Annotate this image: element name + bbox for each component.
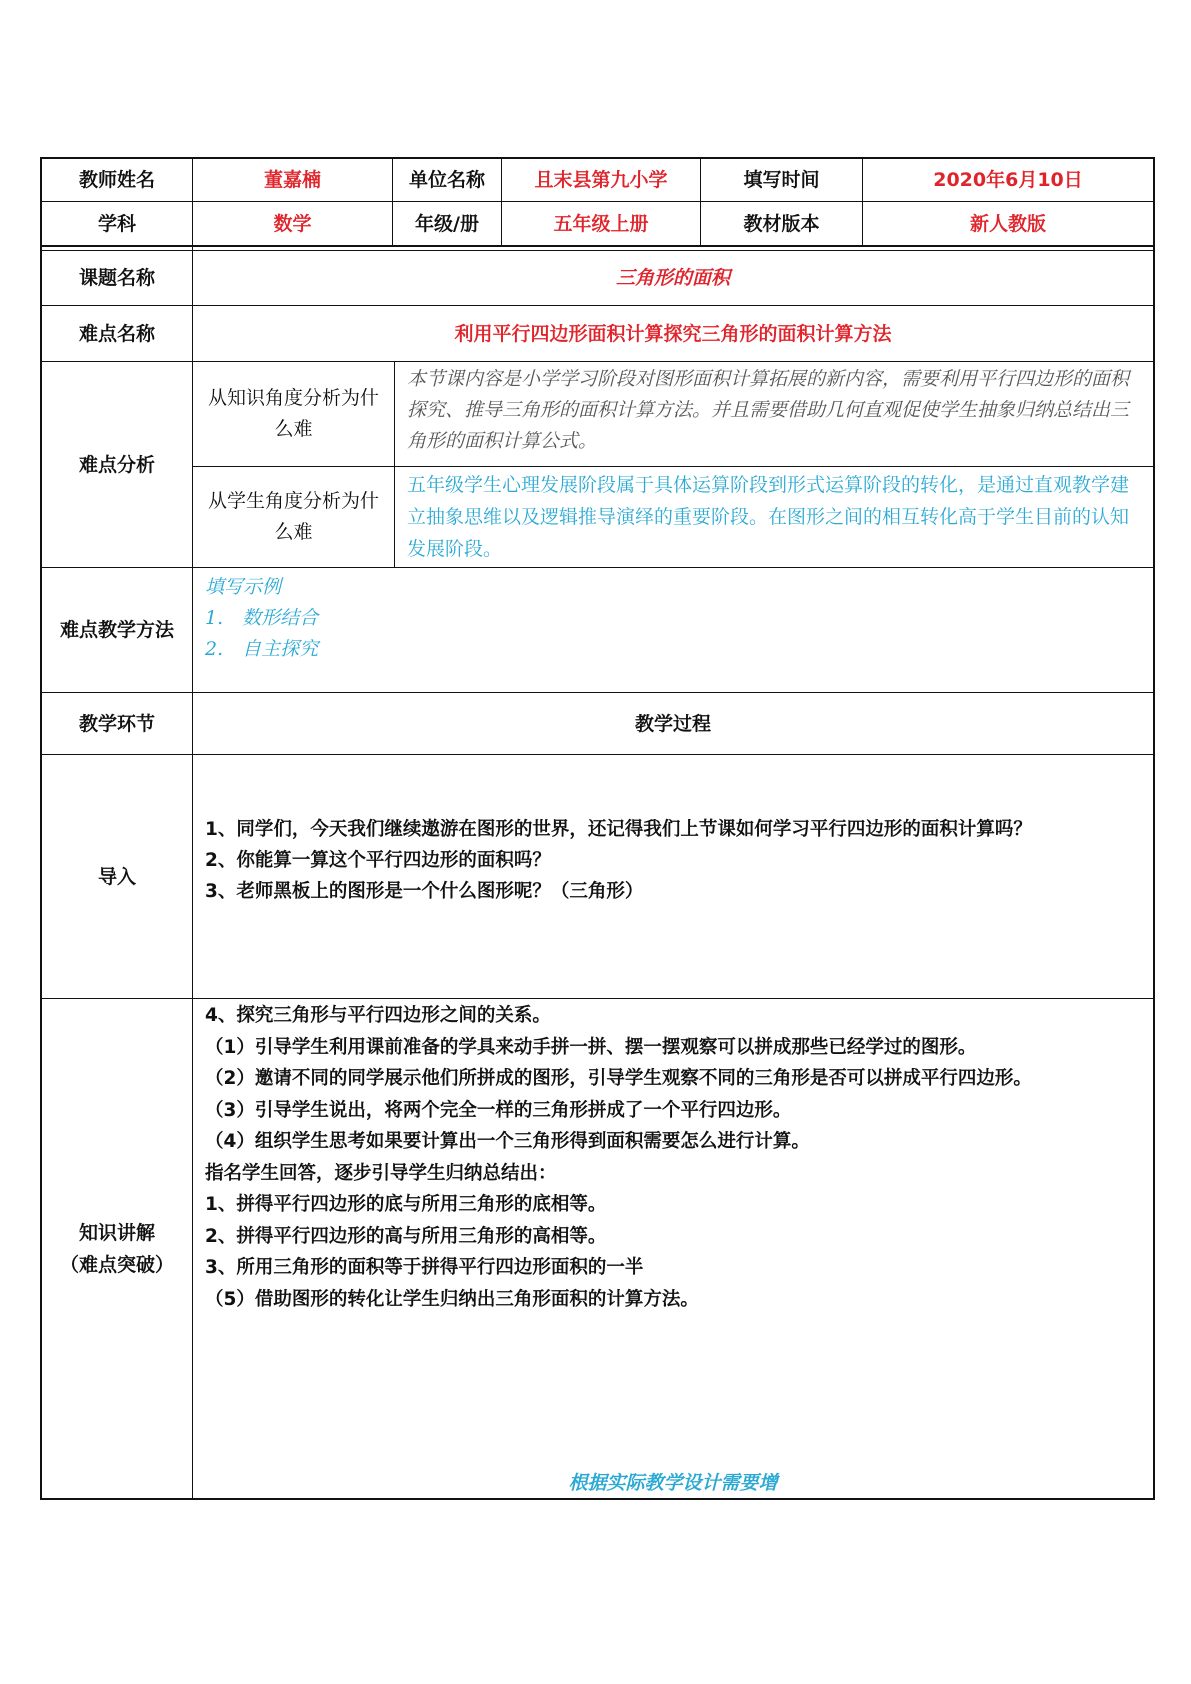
- subject-value: 数学: [273, 212, 312, 235]
- edition-label: 教材版本: [743, 212, 820, 235]
- row-divider: [40, 754, 1155, 755]
- intro-line: 3、老师黑板上的图形是一个什么图形呢？（三角形）: [205, 881, 644, 902]
- edition-value: 新人教版: [969, 212, 1046, 235]
- explain-label-line: 知识讲解: [78, 1221, 155, 1244]
- difficulty-label: 难点名称: [78, 322, 155, 345]
- knowledge-angle-label: 从知识角度分析为什么难: [207, 387, 379, 440]
- explain-line: （2）邀请不同的同学展示他们所拼成的图形，引导学生观察不同的三角形是否可以拼成平行四边形。: [205, 1068, 1032, 1089]
- explain-line: 2、拼得平行四边形的高与所用三角形的高相等。: [205, 1225, 607, 1247]
- difficulty-value: 利用平行四边形面积计算探究三角形的面积计算方法: [454, 322, 892, 345]
- student-angle-label: 从学生角度分析为什么难: [207, 490, 379, 543]
- subject-label: 学科: [97, 212, 136, 235]
- explain-line: （5）借助图形的转化让学生归纳出三角形面积的计算方法。: [205, 1288, 699, 1310]
- method-item: 2. 自主探究: [205, 638, 319, 660]
- unit-name: 且末县第九小学: [534, 169, 668, 191]
- intro-line: 1、同学们，今天我们继续遨游在图形的世界，还记得我们上节课如何学习平行四边形的面积计算吗？: [205, 819, 1032, 840]
- knowledge-angle-text: 本节课内容是小学学习阶段对图形面积计算拓展的新内容，需要利用平行四边形的面积探究、推导三角形的面积计算方法。并且需要借助几何直观促使学生抽象归纳总结出三角形的面积计算公式。: [407, 368, 1130, 452]
- topic-value: 三角形的面积: [615, 267, 730, 289]
- row-divider: [40, 998, 1155, 999]
- method-label: 难点教学方法: [59, 619, 174, 641]
- student-angle-text: 五年级学生心理发展阶段属于具体运算阶段到形式运算阶段的转化，是通过直观教学建立抽象思维以及逻辑推导演绎的重要阶段。在图形之间的相互转化高于学生目前的认知发展阶段。: [407, 474, 1130, 560]
- process-header: 教学过程: [634, 712, 711, 735]
- explain-line: 1、拼得平行四边形的底与所用三角形的底相等。: [205, 1194, 607, 1215]
- topic-label: 课题名称: [78, 267, 155, 289]
- explain-line: （3）引导学生说出，将两个完全一样的三角形拼成了一个平行四边形。: [205, 1099, 792, 1121]
- method-item: 1. 数形结合: [205, 607, 319, 629]
- explain-footer-note: 根据实际教学设计需要增: [568, 1472, 778, 1494]
- stage-header: 教学环节: [78, 712, 155, 735]
- explain-line: 3、所用三角形的面积等于拼得平行四边形面积的一半: [205, 1257, 644, 1278]
- explain-line: 4、探究三角形与平行四边形之间的关系。: [205, 1005, 551, 1026]
- table-border-right: [1153, 157, 1155, 1500]
- date-value: 2020年6月10日: [933, 169, 1083, 191]
- teacher-label: 教师姓名: [78, 169, 155, 191]
- grade-value: 五年级上册: [553, 212, 649, 235]
- explain-line: （1）引导学生利用课前准备的学具来动手拼一拼、摆一摆观察可以拼成那些已经学过的图形。: [205, 1036, 977, 1058]
- explain-label-line: （难点突破）: [59, 1253, 174, 1276]
- analysis-label: 难点分析: [78, 453, 155, 476]
- date-label: 填写时间: [743, 169, 820, 191]
- unit-label: 单位名称: [408, 169, 485, 191]
- grade-label: 年级/册: [415, 212, 479, 235]
- intro-content: [193, 814, 1153, 907]
- explain-content: [193, 1000, 1153, 1315]
- method-example-title: 填写示例: [205, 576, 282, 598]
- explain-line: 指名学生回答，逐步引导学生归纳总结出：: [205, 1162, 557, 1184]
- intro-label: 导入: [97, 865, 136, 888]
- explain-label: [42, 999, 192, 1498]
- method-content: [193, 568, 1153, 692]
- teacher-name: 董嘉楠: [263, 169, 321, 191]
- intro-line: 2、你能算一算这个平行四边形的面积吗？: [205, 850, 551, 871]
- explain-line: （4）组织学生思考如果要计算出一个三角形得到面积需要怎么进行计算。: [205, 1131, 810, 1152]
- row-divider: [40, 245, 1155, 247]
